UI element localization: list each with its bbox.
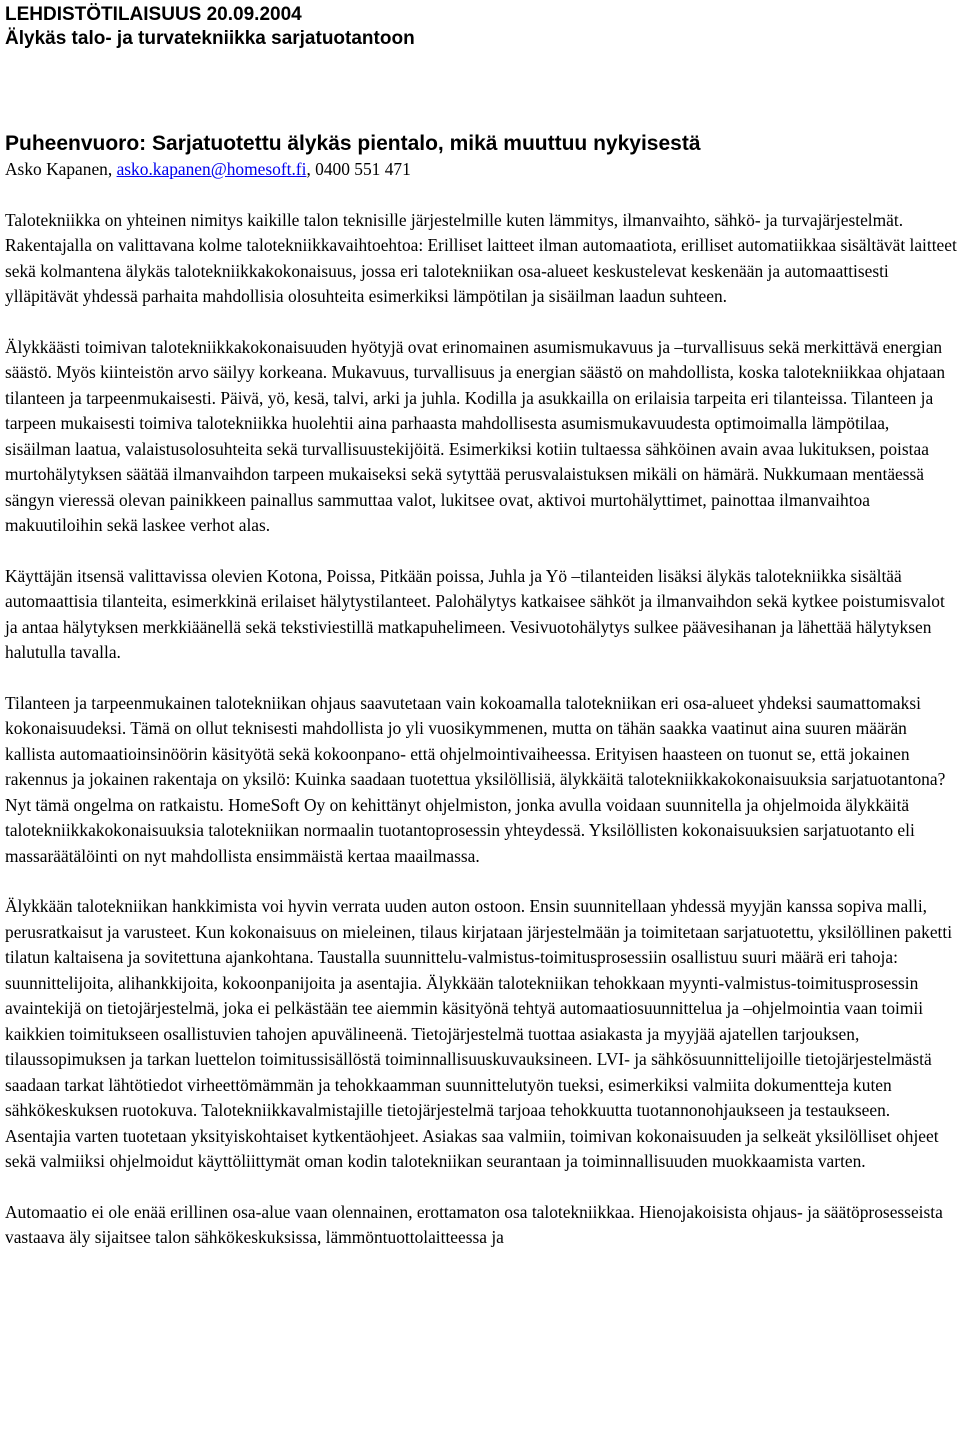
author-phone: , 0400 551 471 xyxy=(306,159,411,179)
author-email-link[interactable]: asko.kapanen@homesoft.fi xyxy=(116,159,307,179)
paragraph-car-analogy: Älykkään talotekniikan hankkimista voi hyvin verrata uuden auton ostoon. Ensin suunnitellaan yhdessä myyjän kanssa sopiva malli, perusratkaisut ja varusteet. Kun kokonaisuus on mieleinen, tilaus kirjataan järjestelmään ja toimitetaan sarjatuotettu, yksilöllinen paketti tilatun kaltaisena ja sovitettuna ajankohtana. Taustalla suunnittelu-valmistus-toimitusprosessiin osallistuu suuri määrä eri tahoja: suunnittelijoita, alihankkijoita, kokoonpanijoita ja asentajia. Älykkään talotekniikan tehokkaan myynti-valmistus-toimitusprosessin avaintekijä on tietojärjestelmä, joka ei pelkästään tee aiemmin käsityönä tehtyä automaatiosuunnittelua ja –ohjelmointia vaan toimii kaikkien toimitukseen osallistuvien tahojen apuvälineenä. Tietojärjestelmä tuottaa asiakasta ja myyjää ajatellen tarjouksen, tilaussopimuksen ja tarkan luettelon toimitussisällöstä toiminnallisuuskuvauksineen. LVI- ja sähkösuunnittelijoille tietojärjestelmästä saadaan tarkat lähtötiedot virheettömämmän ja tehokkaamman suunnittelutyön tueksi, esimerkiksi valmiita dokumentteja kuten sähkökeskuksen ruotokuva. Talotekniikkavalmistajille tietojärjestelmä tarjoaa tehokkuutta tuotannonohjaukseen ja testaukseen. Asentajia varten tuotetaan yksityiskohtaiset kytkentäohjeet. Asiakas saa valmiin, toimivan kokonaisuuden ja selkeät yksilölliset ohjeet sekä valmiiksi ohjelmoidut käyttöliittymät oman kodin talotekniikan seurantaan ja toiminnallisuuden muokkaamista varten. xyxy=(5,896,953,1171)
paragraph-mass-customization: Tilanteen ja tarpeenmukainen talotekniikan ohjaus saavutetaan vain kokoamalla talotekniikan eri osa-alueet yhdeksi saumattomaksi kokonaisuudeksi. Tämä on ollut teknisesti mahdollista jo yli vuosikymmenen, mutta on tähän saakka vaatinut aina suuren määrän kallista automaatioinsinöörin käsityötä sekä kokoonpano- että ohjelmointivaiheessa. Erityisen haasteen on tuonut se, että jokainen rakennus ja jokainen rakentaja on yksilö: Kuinka saadaan tuotettua yksilöllisiä, älykkäitä talotekniikkakokonaisuuksia sarjatuotantona? Nyt tämä ongelma on ratkaistu. HomeSoft Oy on kehittänyt ohjelmiston, jonka avulla voidaan suunnitella ja ohjelmoida älykkäitä talotekniikkakokonaisuuksia talotekniikan normaalin tuotantoprosessin yhteydessä. Yksilöllisten kokonaisuuksien sarjatuotanto eli massaräätälöinti on nyt mahdollista ensimmäistä kertaa maailmassa. xyxy=(5,692,946,866)
author-name: Asko Kapanen, xyxy=(5,159,117,179)
paragraph-intro: Talotekniikka on yhteinen nimitys kaikille talon teknisille järjestelmille kuten lämmitys, ilmanvaihto, sähkö- ja turvajärjestelmät. Rakentajalla on valittavana kolme talotekniikkavaihtoehtoa: Erilliset laitteet ilman automaatiota, erilliset automatiikkaa sisältävät laitteet sekä kolmantena älykäs talotekniikkakokonaisuus, jossa eri talotekniikan osa-alueet keskustelevat keskenään ja automaattisesti ylläpitävät yhdessä parhaita mahdollisia olosuhteita esimerkiksi lämpötilan ja sisäilman laadun suhteen. xyxy=(5,209,957,306)
press-release-line: LEHDISTÖTILAISUUS 20.09.2004 xyxy=(5,4,302,25)
paragraph-automation: Automaatio ei ole enää erillinen osa-alue vaan olennainen, erottamaton osa talotekniikkaa. Hienojakoisista ohjaus- ja säätöprosesseista vastaava äly sijaitsee talon sähkökeskuksissa, lämmöntuottolaitteessa ja xyxy=(5,1201,943,1247)
byline xyxy=(5,157,957,183)
press-release-page xyxy=(5,3,957,1251)
paragraph-scenarios: Käyttäjän itsensä valittavissa olevien Kotona, Poissa, Pitkään poissa, Juhla ja Yö –tilanteiden lisäksi älykäs talotekniikka sisältää automaattisia tilanteita, esimerkkinä erilaiset hälytystilanteet. Palohälytys katkaisee sähköt ja ilmanvaihdon sekä kytkee poistumisvalot ja antaa hälytyksen merkkiäänellä sekä tekstiviestillä matkapuhelimeen. Vesivuotohälytys sulkee päävesihanan ja lähettää hälytyksen halutulla tavalla. xyxy=(5,565,945,662)
spacer xyxy=(5,51,957,131)
press-release-subtitle: Älykäs talo- ja turvatekniikka sarjatuotantoon xyxy=(5,28,415,49)
paragraph-benefits: Älykkäästi toimivan talotekniikkakokonaisuuden hyötyjä ovat erinomainen asumismukavuus ja –turvallisuus sekä merkittävä energian säästö. Myös kiinteistön arvo säilyy korkeana. Mukavuus, turvallisuus ja energian säästö on mahdollista, koska talotekniikkaa ohjataan tilanteen ja tarpeenmukaisesti. Päivä, yö, kesä, talvi, arki ja juhla. Kodilla ja asukkailla on erilaisia tarpeita eri tilanteissa. Tilanteen ja tarpeen mukaisesti toimiva talotekniikka huolehtii aina parhaasta mahdollisesta asumismukavuudesta optimoimalla lämpötilaa, sisäilman laatua, valaistusolosuhteita sekä turvallisuustekijöitä. Esimerkiksi kotiin tultaessa sähköinen avain avaa lukituksen, poistaa murtohälytyksen säätää ilmanvaihdon tarpeen mukaiseksi sekä sytyttää perusvalaistuksen mikäli on hämärä. Nukkumaan mentäessä sängyn vieressä olevan painikkeen painallus sammuttaa valot, lukitsee ovat, aktivoi murtohälyttimet, painottaa ilmanvaihtoa makuutiloihin sekä laskee verhot alas. xyxy=(5,336,946,535)
article-title: Puheenvuoro: Sarjatuotettu älykäs pientalo, mikä muuttuu nykyisestä xyxy=(5,132,701,155)
